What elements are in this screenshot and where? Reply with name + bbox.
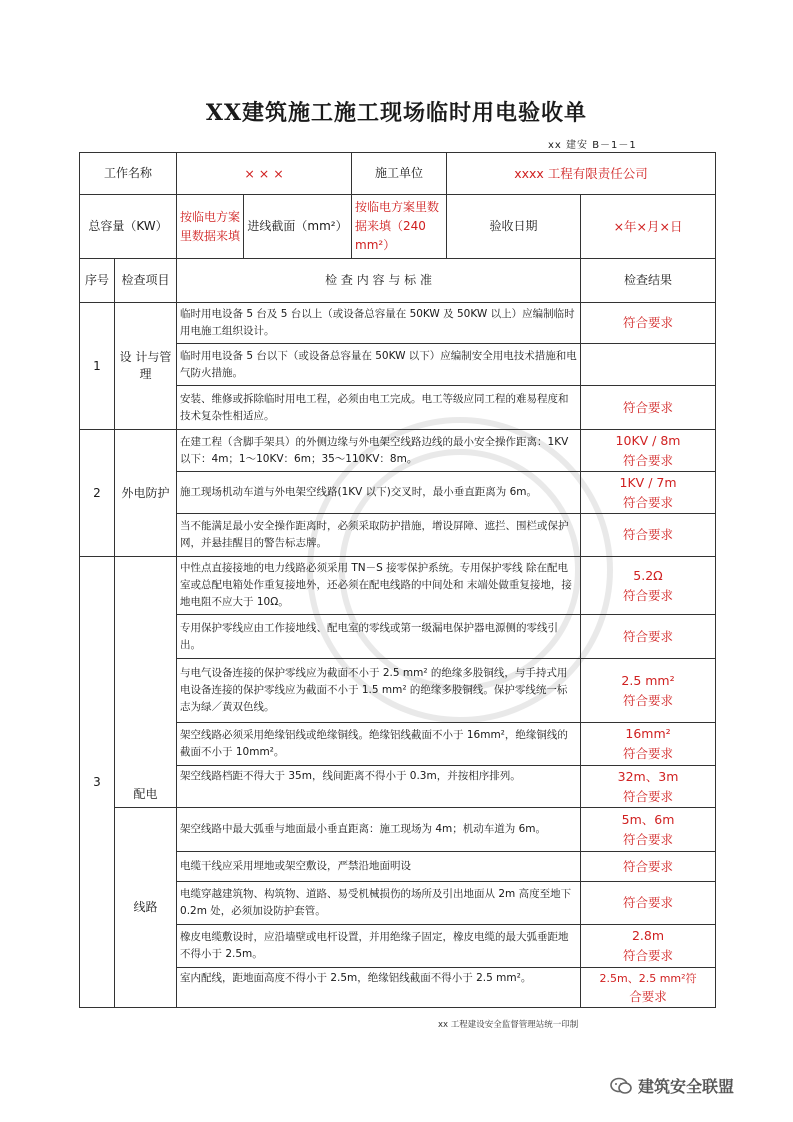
row-7-result <box>581 557 716 615</box>
row-11-result-value: 32m、3m <box>617 768 679 784</box>
row-8-result: 符合要求 <box>581 615 716 659</box>
row-16-result <box>581 968 716 1008</box>
row-14-content: 电缆穿越建筑物、构筑物、道路、易受机械损伤的场所及引出地面从 2m 高度至地下 0.2m 处，必须加设防护套管。 <box>177 882 581 925</box>
row-11-result <box>581 766 716 808</box>
row-9-result <box>581 659 716 723</box>
row-14-result: 符合要求 <box>581 882 716 925</box>
row-10-result-text: 符合要求 <box>623 746 674 761</box>
row-10-result <box>581 723 716 766</box>
group-3-item-a: 配电 <box>115 557 177 808</box>
date-value: ×年×月×日 <box>581 195 716 259</box>
row-7-result-text: 符合要求 <box>623 587 674 603</box>
row-9-content: 与电气设备连接的保护零线应为截面不小于 2.5 mm² 的绝缘多股铜线，与手持式用电设备连接的保护零线应为截面不小于 1.5 mm² 的绝缘多股铜线。保护零线统一标志为绿／黄双色线。 <box>177 659 581 723</box>
row-12-result-text: 符合要求 <box>623 831 674 847</box>
section-value: 按临电方案里数据来填（240 mm²） <box>352 195 447 259</box>
inspection-table <box>79 152 716 1008</box>
watermark-brand <box>610 1074 734 1097</box>
row-6-content: 当不能满足最小安全操作距离时，必须采取防护措施，增设屏障、遮拦、围栏或保护网，并悬挂醒目的警告标志牌。 <box>177 514 581 557</box>
row-5-result-value: 1KV / 7m <box>619 474 677 490</box>
section-label: 进线截面（mm²） <box>244 195 352 259</box>
row-16-content: 室内配线，距地面高度不得小于 2.5m，绝缘铝线截面不得小于 2.5 mm²。 <box>177 968 581 1008</box>
work-name-label: 工作名称 <box>80 153 177 195</box>
document-title: XX建筑施工施工现场临时用电验收单 <box>205 100 588 126</box>
watermark-text: 建筑安全联盟 <box>638 1077 735 1096</box>
row-8-content: 专用保护零线应由工作接地线、配电室的零线或第一级漏电保护器电源侧的零线引出。 <box>177 615 581 659</box>
row-15-content: 橡皮电缆敷设时，应沿墙壁或电杆设置，并用绝缘子固定，橡皮电缆的最大弧垂距地不得小于 2.5m。 <box>177 925 581 968</box>
footer-note: xx 工程建设安全监督管理站统一印制 <box>438 1020 579 1030</box>
col-no-header: 序号 <box>80 259 115 303</box>
row-2-result <box>581 344 716 386</box>
row-16-result-value: 2.5m、2.5 mm²符 <box>599 971 697 985</box>
wechat-icon <box>610 1077 632 1095</box>
row-5-result <box>581 472 716 514</box>
row-1-result: 符合要求 <box>581 303 716 344</box>
row-4-result-text: 符合要求 <box>623 452 674 468</box>
row-12-content: 架空线路中最大弧垂与地面最小垂直距离：施工现场为 4m；机动车道为 6m。 <box>177 808 581 852</box>
work-name-value: × × × <box>177 153 352 195</box>
row-6-result: 符合要求 <box>581 514 716 557</box>
group-3-no: 3 <box>80 557 115 1008</box>
row-5-result-text: 符合要求 <box>623 494 674 510</box>
row-12-result-value: 5m、6m <box>621 811 675 827</box>
row-11-result-text: 符合要求 <box>623 788 674 804</box>
group-1-item: 设 计与管理 <box>115 303 177 430</box>
row-3-result: 符合要求 <box>581 386 716 430</box>
row-4-content: 在建工程（含脚手架具）的外侧边缘与外电架空线路边线的最小安全操作距离：1KV 以下：4m；1～10KV：6m；35～110KV：8m。 <box>177 430 581 472</box>
row-9-result-value: 2.5 mm² <box>621 672 675 688</box>
row-15-result <box>581 925 716 968</box>
col-item-header: 检查项目 <box>115 259 177 303</box>
row-11-content: 架空线路档距不得大于 35m，线间距离不得小于 0.3m，并按相序排列。 <box>177 766 581 808</box>
row-3-content: 安装、维修或拆除临时用电工程，必须由电工完成。电工等级应同工程的难易程度和技术复杂性相适应。 <box>177 386 581 430</box>
row-4-result <box>581 430 716 472</box>
row-7-content: 中性点直接接地的电力线路必须采用 TN－S 接零保护系统。专用保护零线 除在配电室或总配电箱处作重复接地外，还必须在配电线路的中间处和 末端处做重复接地，接地电阻不应大于 10Ω。 <box>177 557 581 615</box>
unit-label: 施工单位 <box>352 153 447 195</box>
row-4-result-value: 10KV / 8m <box>615 432 681 448</box>
group-2-item: 外电防护 <box>115 430 177 557</box>
row-9-result-text: 符合要求 <box>623 692 674 708</box>
date-label: 验收日期 <box>447 195 581 259</box>
col-content-header: 检 查 内 容 与 标 准 <box>177 259 581 303</box>
form-code: xx 建安 B－1－1 <box>548 140 637 151</box>
row-5-content: 施工现场机动车道与外电架空线路(1KV 以下)交叉时，最小垂直距离为 6m。 <box>177 472 581 514</box>
row-13-content: 电缆干线应采用埋地或架空敷设，严禁沿地面明设 <box>177 852 581 882</box>
row-7-result-value: 5.2Ω <box>633 567 663 583</box>
row-1-content: 临时用电设备 5 台及 5 台以上（或设备总容量在 50KW 及 50KW 以上）应编制临时用电施工组织设计。 <box>177 303 581 344</box>
capacity-value: 按临电方案里数据来填 <box>177 195 244 259</box>
group-3-item-b: 线路 <box>115 808 177 1008</box>
col-result-header: 检查结果 <box>581 259 716 303</box>
row-15-result-value: 2.8m <box>631 928 665 943</box>
row-10-content: 架空线路必须采用绝缘铝线或绝缘铜线。绝缘铝线截面不小于 16mm²，绝缘铜线的截面不小于 10mm²。 <box>177 723 581 766</box>
group-1-no: 1 <box>80 303 115 430</box>
group-2-no: 2 <box>80 430 115 557</box>
row-10-result-value: 16mm² <box>625 726 671 741</box>
row-15-result-text: 符合要求 <box>623 948 674 963</box>
row-13-result: 符合要求 <box>581 852 716 882</box>
row-12-result <box>581 808 716 852</box>
row-16-result-text: 合要求 <box>629 988 667 1004</box>
row-2-content: 临时用电设备 5 台以下（或设备总容量在 50KW 以下）应编制安全用电技术措施和电气防火措施。 <box>177 344 581 386</box>
unit-value: xxxx 工程有限责任公司 <box>447 153 716 195</box>
capacity-label: 总容量（KW） <box>80 195 177 259</box>
